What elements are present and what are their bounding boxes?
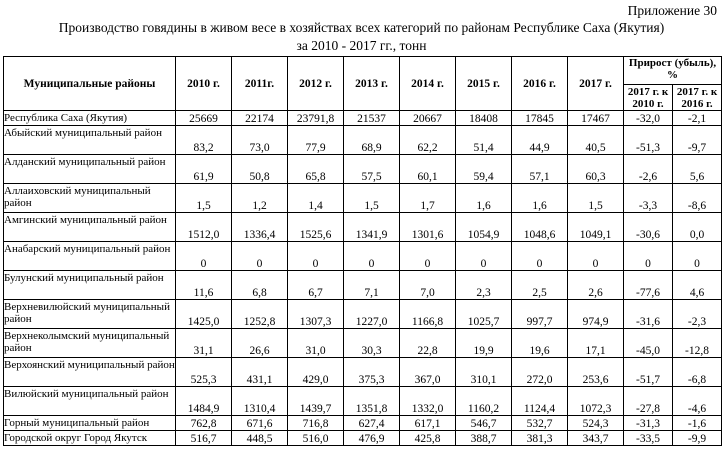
value-cell: 429,0: [288, 358, 344, 387]
table-row: [4, 213, 722, 242]
value-cell: 65,8: [288, 155, 344, 184]
value-cell: 525,3: [176, 358, 232, 387]
value-cell: 1054,9: [456, 213, 512, 242]
value-cell: 19,9: [456, 329, 512, 358]
value-cell: 516,7: [176, 431, 232, 446]
value-cell: 1,7: [400, 184, 456, 213]
growth-cell: 0,0: [673, 213, 722, 242]
growth-cell: -32,0: [624, 111, 673, 126]
value-cell: 61,9: [176, 155, 232, 184]
value-cell: 1049,1: [568, 213, 624, 242]
value-cell: 1341,9: [344, 213, 400, 242]
value-cell: 532,7: [512, 416, 568, 431]
growth-cell: -9,7: [673, 126, 722, 155]
value-cell: 83,2: [176, 126, 232, 155]
table-row: [4, 431, 722, 446]
value-cell: 0: [176, 242, 232, 271]
value-cell: 17467: [568, 111, 624, 126]
growth-cell: -1,6: [673, 416, 722, 431]
region-name: Городской округ Город Якутск: [4, 431, 176, 446]
value-cell: 1048,6: [512, 213, 568, 242]
value-cell: 19,6: [512, 329, 568, 358]
value-cell: 1,5: [176, 184, 232, 213]
header-year: 2010 г.: [176, 57, 232, 111]
growth-cell: -2,1: [673, 111, 722, 126]
value-cell: 1,6: [456, 184, 512, 213]
table-row: [4, 387, 722, 416]
region-name: Вилюйский муниципальный район: [4, 387, 176, 416]
growth-cell: -6,8: [673, 358, 722, 387]
value-cell: 68,9: [344, 126, 400, 155]
value-cell: 0: [568, 242, 624, 271]
growth-cell: 4,6: [673, 271, 722, 300]
value-cell: 716,8: [288, 416, 344, 431]
value-cell: 77,9: [288, 126, 344, 155]
value-cell: 57,5: [344, 155, 400, 184]
value-cell: 23791,8: [288, 111, 344, 126]
growth-cell: 5,6: [673, 155, 722, 184]
value-cell: 0: [456, 242, 512, 271]
value-cell: 40,5: [568, 126, 624, 155]
value-cell: 31,1: [176, 329, 232, 358]
growth-cell: -3,3: [624, 184, 673, 213]
header-growth-2016: 2017 г. к 2016 г.: [673, 85, 722, 111]
growth-cell: -4,6: [673, 387, 722, 416]
value-cell: 1484,9: [176, 387, 232, 416]
value-cell: 1336,4: [232, 213, 288, 242]
table-row: [4, 329, 722, 358]
region-name: Верхнеколымский муниципальный район: [4, 329, 176, 358]
title-line-1: Производство говядины в живом весе в хозяйствах всех категорий по районам Республике Саха (Якутия): [58, 20, 665, 35]
value-cell: 20667: [400, 111, 456, 126]
value-cell: 974,9: [568, 300, 624, 329]
growth-cell: -2,3: [673, 300, 722, 329]
header-growth-2010: 2017 г. к 2010 г.: [624, 85, 673, 111]
value-cell: 0: [400, 242, 456, 271]
appendix-label: Приложение 30: [627, 3, 717, 18]
value-cell: 1310,4: [232, 387, 288, 416]
growth-cell: -8,6: [673, 184, 722, 213]
value-cell: 0: [512, 242, 568, 271]
region-name: Аллаиховский муниципальный район: [4, 184, 176, 213]
region-name: Амгинский муниципальный район: [4, 213, 176, 242]
growth-cell: -77,6: [624, 271, 673, 300]
region-name: Алданский муниципальный район: [4, 155, 176, 184]
value-cell: 1301,6: [400, 213, 456, 242]
table-row: [4, 126, 722, 155]
value-cell: 1,4: [288, 184, 344, 213]
value-cell: 671,6: [232, 416, 288, 431]
table-row: [4, 184, 722, 213]
region-name: Булунский муниципальный район: [4, 271, 176, 300]
growth-cell: -31,6: [624, 300, 673, 329]
value-cell: 1,5: [568, 184, 624, 213]
value-cell: 22,8: [400, 329, 456, 358]
value-cell: 253,6: [568, 358, 624, 387]
growth-cell: -30,6: [624, 213, 673, 242]
value-cell: 2,6: [568, 271, 624, 300]
value-cell: 30,3: [344, 329, 400, 358]
value-cell: 1512,0: [176, 213, 232, 242]
table-row: [4, 242, 722, 271]
value-cell: 1160,2: [456, 387, 512, 416]
value-cell: 2,5: [512, 271, 568, 300]
value-cell: 1,6: [512, 184, 568, 213]
growth-cell: 0: [673, 242, 722, 271]
growth-cell: -9,9: [673, 431, 722, 446]
growth-cell: 0: [624, 242, 673, 271]
growth-cell: -33,5: [624, 431, 673, 446]
table-row: [4, 300, 722, 329]
value-cell: 997,7: [512, 300, 568, 329]
value-cell: 516,0: [288, 431, 344, 446]
value-cell: 26,6: [232, 329, 288, 358]
value-cell: 22174: [232, 111, 288, 126]
value-cell: 272,0: [512, 358, 568, 387]
header-year: 2017 г.: [568, 57, 624, 111]
region-name: Верхоянский муниципальный район: [4, 358, 176, 387]
value-cell: 18408: [456, 111, 512, 126]
region-name: Анабарский муниципальный район: [4, 242, 176, 271]
value-cell: 425,8: [400, 431, 456, 446]
value-cell: 1525,6: [288, 213, 344, 242]
value-cell: 1439,7: [288, 387, 344, 416]
title-line-2: за 2010 - 2017 гг., тонн: [296, 38, 427, 53]
beef-production-table: [3, 56, 722, 446]
value-cell: 57,1: [512, 155, 568, 184]
value-cell: 62,2: [400, 126, 456, 155]
value-cell: 1227,0: [344, 300, 400, 329]
value-cell: 1425,0: [176, 300, 232, 329]
value-cell: 25669: [176, 111, 232, 126]
value-cell: 381,3: [512, 431, 568, 446]
value-cell: 51,4: [456, 126, 512, 155]
header-year: 2011г.: [232, 57, 288, 111]
value-cell: 375,3: [344, 358, 400, 387]
value-cell: 1025,7: [456, 300, 512, 329]
value-cell: 21537: [344, 111, 400, 126]
table-row: [4, 271, 722, 300]
region-name: Верхневилюйский муниципальный район: [4, 300, 176, 329]
header-year: 2013 г.: [344, 57, 400, 111]
value-cell: 73,0: [232, 126, 288, 155]
value-cell: 1,5: [344, 184, 400, 213]
value-cell: 11,6: [176, 271, 232, 300]
value-cell: 0: [344, 242, 400, 271]
region-name: Республика Саха (Якутия): [4, 111, 176, 126]
header-year: 2015 г.: [456, 57, 512, 111]
value-cell: 310,1: [456, 358, 512, 387]
value-cell: 44,9: [512, 126, 568, 155]
value-cell: 31,0: [288, 329, 344, 358]
value-cell: 431,1: [232, 358, 288, 387]
table-row: [4, 111, 722, 126]
value-cell: 524,3: [568, 416, 624, 431]
growth-cell: -27,8: [624, 387, 673, 416]
value-cell: 2,3: [456, 271, 512, 300]
header-year: 2016 г.: [512, 57, 568, 111]
value-cell: 762,8: [176, 416, 232, 431]
value-cell: 388,7: [456, 431, 512, 446]
table-body: [4, 111, 722, 446]
growth-cell: -12,8: [673, 329, 722, 358]
value-cell: 367,0: [400, 358, 456, 387]
value-cell: 1351,8: [344, 387, 400, 416]
value-cell: 1332,0: [400, 387, 456, 416]
region-name: Абыйский муниципальный район: [4, 126, 176, 155]
value-cell: 617,1: [400, 416, 456, 431]
growth-cell: -45,0: [624, 329, 673, 358]
value-cell: 59,4: [456, 155, 512, 184]
growth-cell: -51,7: [624, 358, 673, 387]
value-cell: 448,5: [232, 431, 288, 446]
region-name: Горный муниципальный район: [4, 416, 176, 431]
value-cell: 546,7: [456, 416, 512, 431]
value-cell: 0: [288, 242, 344, 271]
header-region: Муниципальные районы: [4, 57, 176, 111]
table-row: [4, 358, 722, 387]
value-cell: 7,1: [344, 271, 400, 300]
value-cell: 60,1: [400, 155, 456, 184]
value-cell: 0: [232, 242, 288, 271]
value-cell: 627,4: [344, 416, 400, 431]
value-cell: 6,7: [288, 271, 344, 300]
value-cell: 1307,3: [288, 300, 344, 329]
header-year: 2012 г.: [288, 57, 344, 111]
table-row: [4, 155, 722, 184]
growth-cell: -51,3: [624, 126, 673, 155]
table-row: [4, 416, 722, 431]
table-title: [0, 19, 723, 55]
value-cell: 1124,4: [512, 387, 568, 416]
value-cell: 50,8: [232, 155, 288, 184]
value-cell: 343,7: [568, 431, 624, 446]
header-growth: Прирост (убыль), %: [624, 57, 722, 85]
value-cell: 6,8: [232, 271, 288, 300]
value-cell: 17845: [512, 111, 568, 126]
value-cell: 1,2: [232, 184, 288, 213]
growth-cell: -2,6: [624, 155, 673, 184]
value-cell: 60,3: [568, 155, 624, 184]
value-cell: 1072,3: [568, 387, 624, 416]
value-cell: 476,9: [344, 431, 400, 446]
value-cell: 7,0: [400, 271, 456, 300]
value-cell: 17,1: [568, 329, 624, 358]
value-cell: 1166,8: [400, 300, 456, 329]
header-year: 2014 г.: [400, 57, 456, 111]
value-cell: 1252,8: [232, 300, 288, 329]
growth-cell: -31,3: [624, 416, 673, 431]
